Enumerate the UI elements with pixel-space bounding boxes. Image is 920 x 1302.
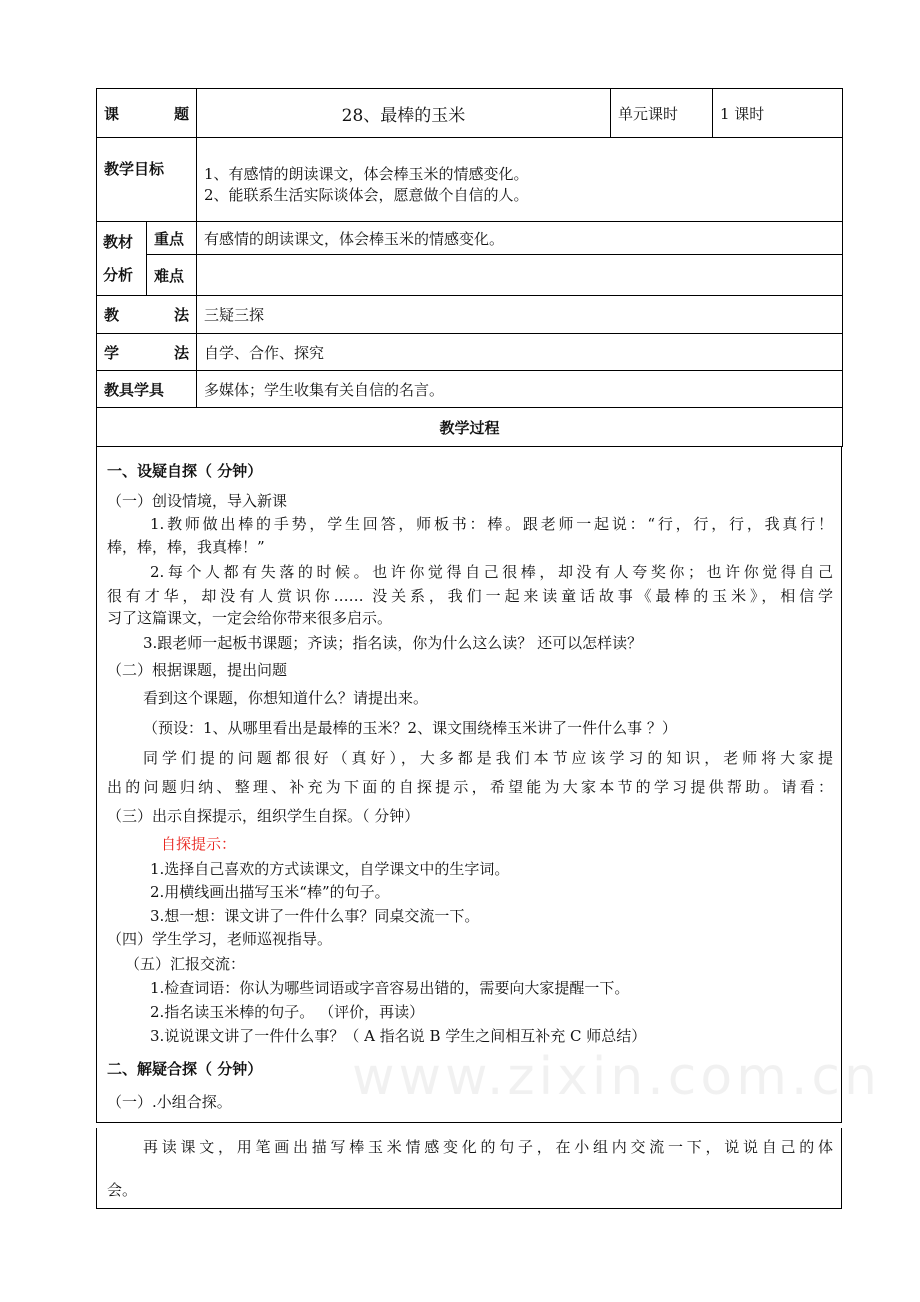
- unit-hours-label: 单元课时: [611, 89, 713, 138]
- hint-item: 2.用横线画出描写玉米“棒”的句子。: [150, 883, 390, 901]
- learning-method-value: 自学、合作、探究: [197, 334, 843, 371]
- report-item: 1.检查词语：你认为哪些词语或字音容易出错的，需要向大家提醒一下。: [150, 979, 630, 997]
- goals-label: 教学目标: [97, 138, 197, 222]
- hint-item: 3.想一想：课文讲了一件什么事？同桌交流一下。: [150, 907, 480, 925]
- paragraph-line: （预设：1、从哪里看出是最棒的玉米？2、课文围绕棒玉米讲了一件什么事 ？）: [143, 719, 677, 737]
- report-item: 2.指名读玉米棒的句子。 （评价，再读）: [150, 1003, 425, 1021]
- paragraph-line: 习了这篇课文，一定会给你带来很多启示。: [107, 609, 393, 627]
- topic-row: [97, 89, 843, 138]
- process-title-row: [97, 408, 843, 447]
- paragraph-line: 很有才华，却没有人赏识你…… 没关系，我们一起来读童话故事《最棒的玉米》，相信学: [107, 587, 833, 605]
- lesson-plan-sheet: [96, 88, 881, 1199]
- paragraph-line: 棒，棒，棒，我真棒！”: [107, 538, 265, 556]
- process-title: 教学过程: [97, 408, 843, 447]
- lesson-info-table: [96, 88, 843, 447]
- step-heading: （一）.小组合探。: [107, 1093, 232, 1111]
- analysis-label: 教材 分析: [97, 222, 147, 296]
- watermark: www.zixin.com.cn: [352, 1047, 881, 1107]
- paragraph-line: 会。: [107, 1181, 138, 1199]
- paragraph-line: 再读课文，用笔画出描写棒玉米情感变化的句子，在小组内交流一下，说说自己的体: [143, 1138, 833, 1156]
- step-heading: （二）根据课题，提出问题: [107, 661, 288, 679]
- step-heading: （一）创设情境，导入新课: [107, 492, 288, 510]
- teaching-method-row: [97, 296, 843, 334]
- paragraph-line: 同学们提的问题都很好（真好），大多都是我们本节应该学习的知识，老师将大家提: [143, 749, 833, 767]
- teaching-process-continued: [96, 1128, 842, 1209]
- step-heading: （三）出示自探提示，组织学生自探。（ 分钟）: [107, 807, 420, 825]
- learning-method-label: 学 法: [97, 334, 197, 371]
- teaching-method-value: 三疑三探: [197, 296, 843, 334]
- paragraph-line: 2.每个人都有失落的时候。也许你觉得自己很棒，却没有人夸奖你；也许你觉得自己: [150, 563, 833, 581]
- paragraph-line: 看到这个课题，你想知道什么？请提出来。: [143, 689, 429, 707]
- section-heading: 一、设疑自探（ 分钟）: [107, 462, 263, 480]
- key-point-label: 重点: [147, 222, 197, 255]
- goals-row: [97, 138, 843, 222]
- tools-label: 教具学具: [97, 371, 197, 408]
- unit-hours-value: 1 课时: [713, 89, 843, 138]
- tools-row: [97, 371, 843, 408]
- difficulty-value: [197, 255, 843, 296]
- lesson-title: 28、最棒的玉米: [197, 89, 611, 138]
- paragraph-line: 3.跟老师一起板书课题；齐读；指名读，你为什么这么读？ 还可以怎样读？: [143, 634, 643, 652]
- key-point-value: 有感情的朗读课文，体会棒玉米的情感变化。: [197, 222, 843, 255]
- difficulty-row: [97, 255, 843, 296]
- goals-list: [197, 138, 843, 222]
- learning-method-row: [97, 334, 843, 371]
- paragraph-line: 1.教师做出棒的手势，学生回答，师板书：棒。跟老师一起说：“行，行，行，我真行！: [150, 515, 833, 533]
- hint-title: 自探提示：: [161, 835, 237, 853]
- tools-value: 多媒体；学生收集有关自信的名言。: [197, 371, 843, 408]
- topic-label: 课 题: [97, 89, 197, 138]
- teaching-method-label: 教 法: [97, 296, 197, 334]
- goal-item: 1、有感情的朗读课文，体会棒玉米的情感变化。: [204, 165, 529, 183]
- report-item: 3.说说课文讲了一件什么事？（ A 指名说 B 学生之间相互补充 C 师总结）: [150, 1027, 647, 1045]
- key-point-row: [97, 222, 843, 255]
- teaching-process: [96, 447, 881, 1123]
- goal-item: 2、能联系生活实际谈体会，愿意做个自信的人。: [204, 186, 529, 204]
- difficulty-label: 难点: [147, 255, 197, 296]
- paragraph-line: 出的问题归纳、整理、补充为下面的自探提示，希望能为大家本节的学习提供帮助。请看：: [107, 778, 833, 796]
- step-heading: （五）汇报交流：: [125, 955, 246, 973]
- step-heading: （四）学生学习，老师巡视指导。: [107, 930, 333, 948]
- hint-item: 1.选择自己喜欢的方式读课文，自学课文中的生字词。: [150, 860, 510, 878]
- section-heading: 二、解疑合探（ 分钟）: [107, 1060, 263, 1078]
